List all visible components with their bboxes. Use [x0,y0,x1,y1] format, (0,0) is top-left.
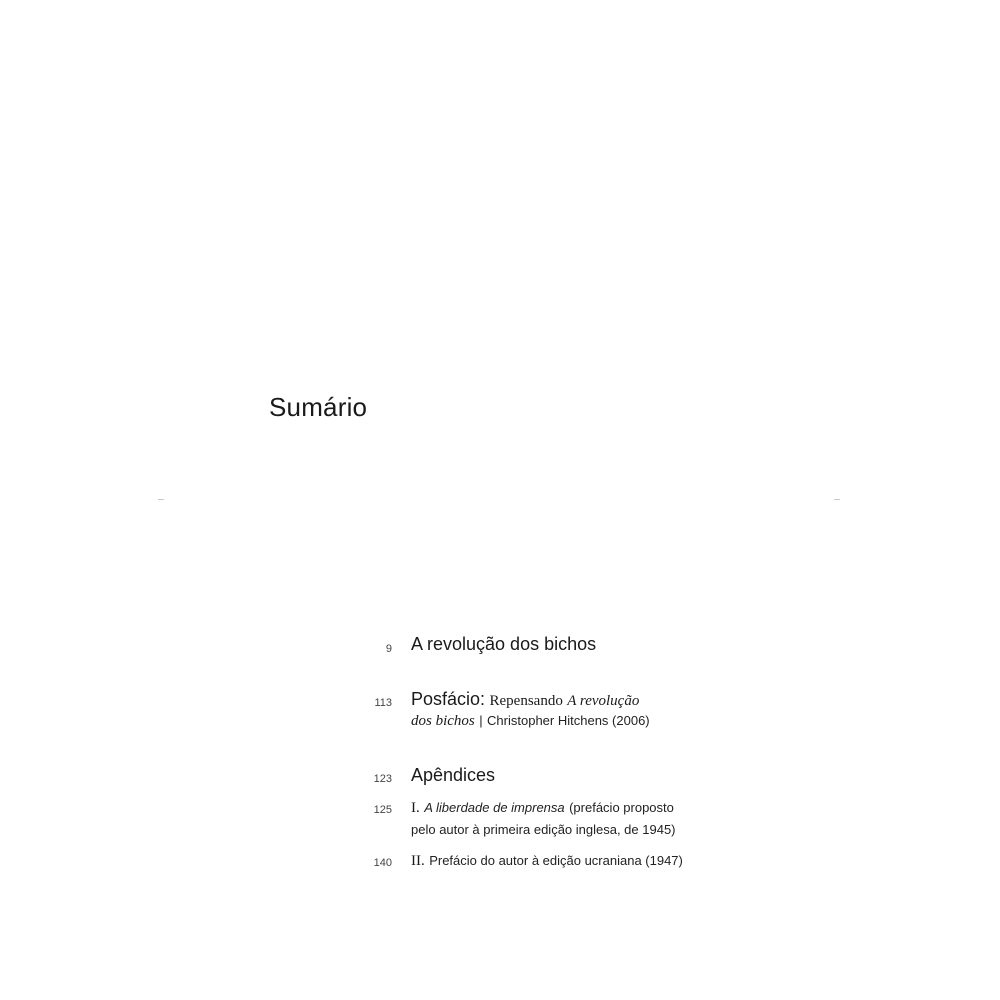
page-title: Sumário [269,392,368,422]
toc-entry-afterword[interactable] [411,689,650,730]
page-number: 123 [373,773,392,785]
entry-numeral: II. [411,853,425,869]
page-number: 9 [385,643,392,655]
entry-title: Repensando [489,693,563,709]
entry-title: Prefácio do autor à edição ucraniana (1947) [429,853,683,868]
entry-title-italic: A liberdade de imprensa [424,800,565,815]
entry-numeral: I. [411,800,420,816]
entry-title-italic: A revolução [567,693,640,709]
entry-label: Posfácio: [411,689,486,709]
entry-title: Apêndices [411,765,496,785]
toc-entry-novel[interactable] [411,634,596,655]
page-number: 113 [374,697,392,709]
entry-author: Christopher Hitchens (2006) [487,713,650,728]
entry-description: pelo autor à primeira edição inglesa, de 1945) [411,822,676,837]
separator: | [479,713,483,728]
entry-title: A revolução dos bichos [411,634,597,654]
entry-description: (prefácio proposto [569,800,674,815]
toc-entry-appendix-2[interactable] [411,852,683,870]
toc-entry-appendices[interactable] [411,765,495,786]
toc-entry-appendix-1[interactable] [411,799,676,839]
page-number: 125 [373,804,392,816]
page-number: 140 [373,857,392,869]
entry-title-italic: dos bichos [411,713,475,729]
